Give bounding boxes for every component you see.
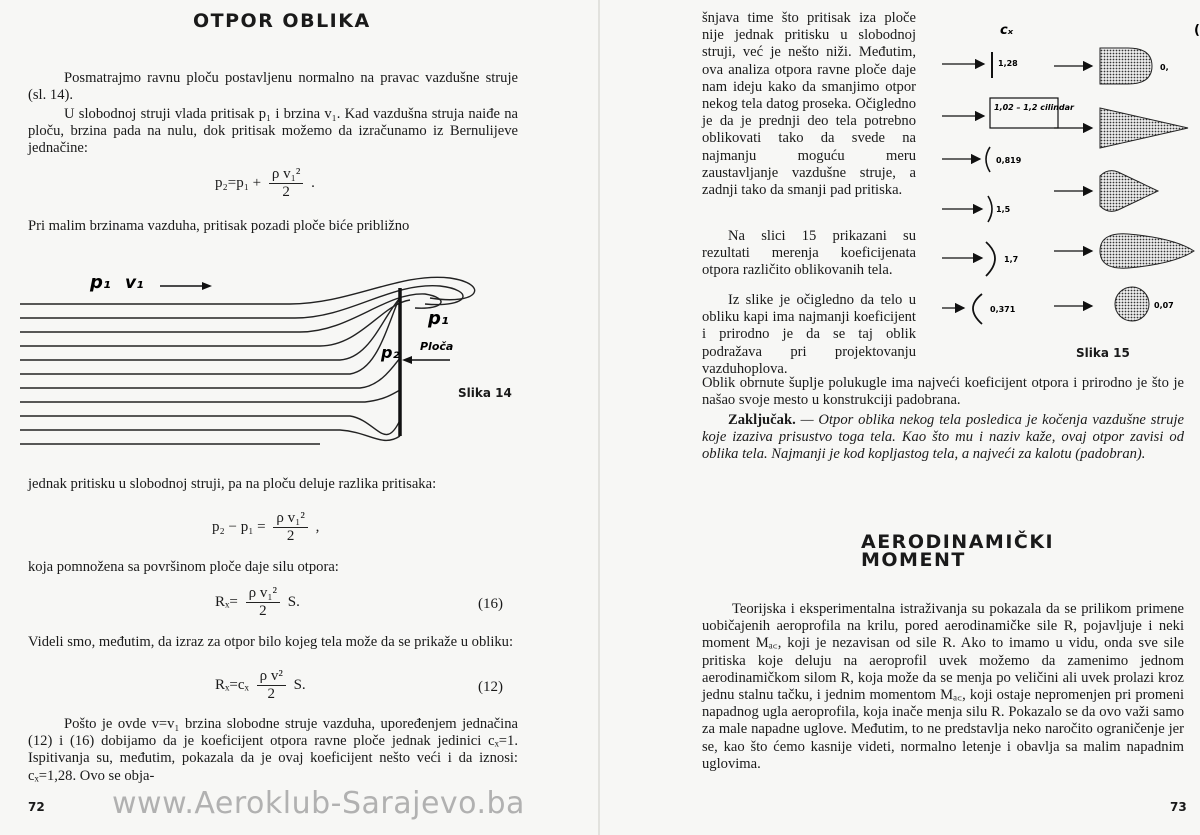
fraction-numerator: ρ v₁²: [273, 510, 307, 528]
label-p2: p₂: [381, 343, 400, 362]
equation-bernoulli: [215, 166, 315, 201]
left-page: [0, 0, 598, 835]
fraction-denominator: 2: [259, 603, 267, 619]
section-title-line1: AERODINAMIČKI: [861, 531, 1055, 553]
section-title: [861, 533, 1054, 569]
conclusion-text: — Otpor oblika nekog tela posledica je kočenja vazdušne struje koje izaziva prisustvo toga tela. Kao što mu i naziv kaže, ovaj otpor zavisi od oblika tela. Najmanji je kod kopljastog tela, a najveći za kalotu (padobran).: [702, 412, 1185, 463]
fraction-numerator: ρ v₁²: [246, 585, 280, 603]
paragraph: Na slici 15 prikazani su rezultati merenja koeficijenata otpora različito oblikovanih tela.: [702, 228, 916, 279]
paragraph: Videli smo, međutim, da izraz za otpor bilo kojeg tela može da se prikaže u obliku:: [28, 634, 514, 650]
paragraph: U slobodnoj struji vlada pritisak p₁ i brzina v₁. Kad vazdušna struja naiđe na ploču, brzina pada na nulu, dok pritisak možemo da izračunamo iz Bernulijeve jednačine:: [28, 106, 518, 157]
figure-caption: Slika 15: [1076, 346, 1130, 360]
cx-value-right: 0,: [1160, 63, 1169, 72]
paragraph: Pri malim brzinama vazduha, pritisak pozadi ploče biće približno: [28, 218, 410, 234]
paragraph: jednak pritisku u slobodnoj struji, pa na ploču deluje razlika pritisaka:: [28, 476, 437, 492]
equation-tail: S.: [293, 676, 306, 693]
equation-lhs: p₂ − p₁ =: [212, 518, 266, 535]
page-number: 73: [1170, 800, 1187, 814]
cx-value: 0,819: [996, 156, 1022, 165]
equation-lhs: Rₓ=cₓ: [215, 676, 249, 693]
conclusion: [702, 412, 1184, 464]
section-title-line2: MOMENT: [861, 549, 966, 571]
paragraph: šnjava time što pritisak iza ploče nije jednak pritisku u slobodnoj struji, već je nešto niži. Međutim, ova analiza otpora ravne ploče daje nam ideju kako da smanjimo otpor nekog tela datog proseka. Očigledno je da je prednji deo tela potrebno oblikovati tako da svede na najmanju moguću meru zaustavljanje vazdušne struje, a zadnji tako da smanji pad pritiska.: [702, 10, 916, 199]
cx-value: 0,371: [990, 305, 1016, 314]
label-v1: v₁: [125, 273, 144, 293]
equation-number: (16): [478, 596, 503, 612]
paragraph: Oblik obrnute šuplje polukugle ima najveći koeficijent otpora i prirodno je što je našao svoje mesto u konstrukciji padobrana.: [702, 375, 1184, 409]
cx-value: 1,28: [998, 59, 1018, 68]
fraction: [269, 166, 303, 201]
paragraph: Iz slike je očigledno da telo u obliku kapi ima najmanji koeficijent i prirodno je da se taj oblik podražava pri projektovanju vazduhoplova.: [702, 292, 916, 377]
equation-12: [215, 668, 306, 703]
equation-number: (12): [478, 679, 503, 695]
figure-15-drag-coefficients: [938, 16, 1200, 336]
label-p1: p₁: [90, 272, 111, 293]
page-number: 72: [28, 800, 45, 814]
equation-difference: [212, 510, 319, 545]
fraction: [246, 585, 280, 620]
fraction-denominator: 2: [286, 528, 295, 544]
equation-16: [215, 585, 300, 620]
equation-lhs: p₂=p₁ +: [215, 174, 262, 191]
fraction-denominator: 2: [282, 184, 290, 200]
col-header-cx: cₓ: [1000, 23, 1014, 38]
cx-value: 1,7: [1004, 255, 1019, 264]
fraction-numerator: ρ v²: [257, 668, 286, 686]
equation-lhs: Rₓ=: [215, 593, 238, 610]
fraction-numerator: ρ v₁²: [269, 166, 303, 184]
equation-tail: S.: [287, 593, 300, 610]
cx-value: 1,5: [996, 205, 1011, 214]
fraction: [273, 510, 307, 545]
fraction: [257, 668, 286, 703]
col-header-right: (: [1194, 23, 1200, 38]
conclusion-label: Zaključak.: [728, 412, 796, 428]
cx-value-right: 0,07: [1154, 301, 1174, 310]
figure-14-flow-plate: [20, 258, 520, 453]
figure-caption: Slika 14: [458, 386, 512, 400]
right-page: [600, 0, 1200, 835]
equation-tail: ,: [315, 518, 320, 535]
equation-tail: .: [311, 174, 315, 191]
label-p1-right: p₁: [428, 308, 449, 329]
cx-value: 1,02 – 1,2 cilindar: [994, 103, 1074, 112]
paragraph: Pošto je ovde v=v₁ brzina slobodne struje vazduha, upoređenjem jednačina (12) i (16) dobijamo da je koeficijent otpora ravne ploče jednak jedinici cₓ=1. Ispitivanja su, međutim, pokazala da je ovaj koeficijent nešto veći i da iznosi: cₓ=1,28. Ovo se obja-: [28, 716, 518, 784]
label-plate: Ploča: [420, 340, 454, 353]
paragraph: Posmatrajmo ravnu ploču postavljenu normalno na pravac vazdušne struje (sl. 14).: [28, 70, 518, 104]
page-title: OTPOR OBLIKA: [193, 10, 371, 32]
watermark: www.Aeroklub-Sarajevo.ba: [112, 786, 525, 821]
fraction-denominator: 2: [267, 686, 275, 702]
paragraph: Teorijska i eksperimentalna istraživanja su pokazala da se prilikom primene uobičajenih aeroprofila na krilu, pored aerodinamičke sile R, pojavljuje i neki moment Mₐ꜀, koji je nezavisan od sile R. Ako to imamo u vidu, onda sve sile pritiska koje deluju na aeroprofil uvek možemo da zamenimo jednom aerodinamičkom silom R, koja može da se menja po veličini ali uvek prolazi kroz jednu stalnu tačku, i jednim momentom Mₐ꜀, koji ostaje nepromenjen pri promeni napadnog ugla aeroprofila, koja inače menja silu R. Pokazalo se da ovo važi samo za male napadne uglove. Međutim, to ne predstavlja neko naročito ograničenje jer se, kao što ćemo kasnije videti, normalno letenje i obavlja sa malim napadnim uglovima.: [702, 601, 1184, 772]
paragraph: koja pomnožena sa površinom ploče daje silu otpora:: [28, 559, 339, 575]
